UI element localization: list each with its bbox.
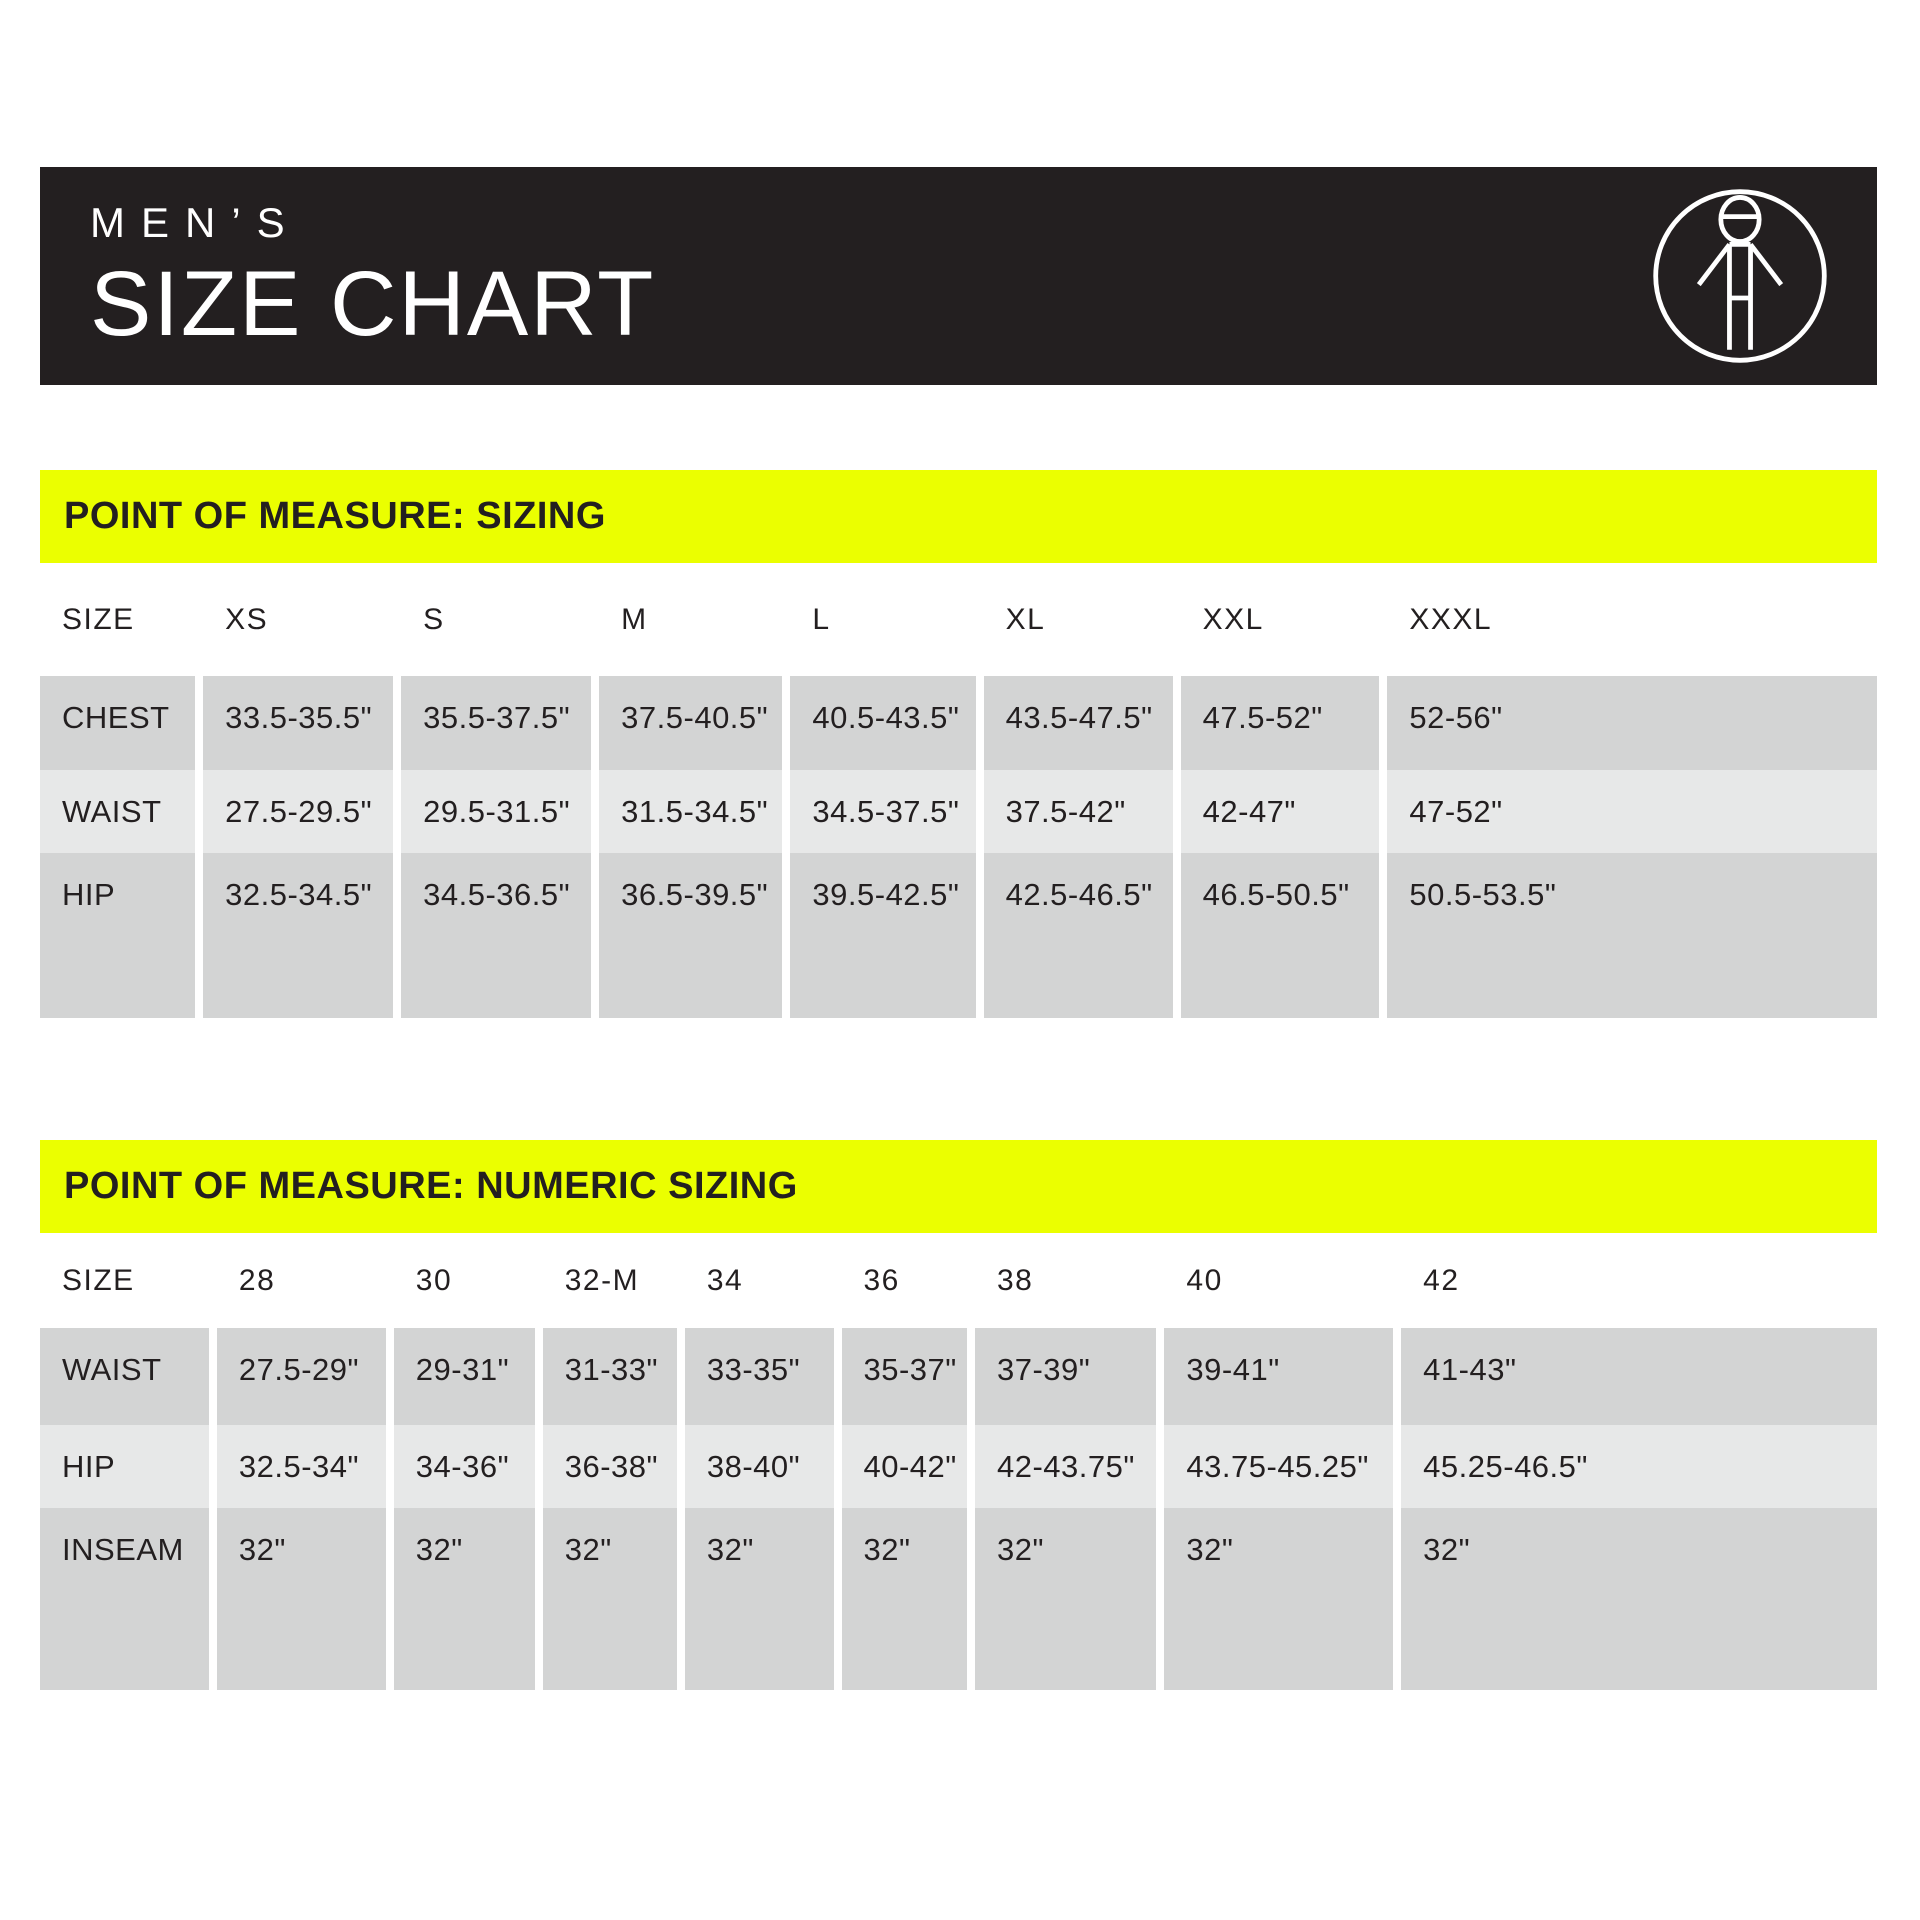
size-cell: 32" (394, 1508, 535, 1690)
numeric-sizing-table (40, 1233, 1877, 1690)
size-cell: 38-40" (685, 1425, 834, 1508)
size-cell: 37-39" (975, 1328, 1156, 1425)
size-cell: 47-52" (1387, 770, 1877, 853)
header-eyebrow: MEN’S (90, 199, 301, 246)
size-cell: 32" (217, 1508, 386, 1690)
sizing-section (40, 470, 1877, 1018)
size-cell: 39-41" (1164, 1328, 1393, 1425)
size-cell: 27.5-29" (217, 1328, 386, 1425)
size-cell: 35.5-37.5" (401, 676, 591, 770)
column-header: S (401, 563, 591, 676)
size-cell: 27.5-29.5" (203, 770, 393, 853)
size-cell: 31.5-34.5" (599, 770, 782, 853)
size-cell: 37.5-42" (984, 770, 1173, 853)
row-label: HIP (40, 853, 195, 1018)
size-cell: 47.5-52" (1181, 676, 1380, 770)
column-header: 42 (1401, 1233, 1877, 1328)
numeric-section-title: POINT OF MEASURE: NUMERIC SIZING (64, 1165, 798, 1207)
size-cell: 31-33" (543, 1328, 677, 1425)
column-header: XXXL (1387, 563, 1877, 676)
size-cell: 43.5-47.5" (984, 676, 1173, 770)
icon-left-arm (1699, 244, 1730, 284)
size-cell: 42-47" (1181, 770, 1380, 853)
column-header: 30 (394, 1233, 535, 1328)
numeric-sizing-section (40, 1140, 1877, 1690)
size-cell: 42-43.75" (975, 1425, 1156, 1508)
size-cell: 32.5-34.5" (203, 853, 393, 1018)
column-header: 32-M (543, 1233, 677, 1328)
size-cell: 40.5-43.5" (790, 676, 975, 770)
size-cell: 42.5-46.5" (984, 853, 1173, 1018)
letter-sizing-table (40, 563, 1877, 1018)
size-cell: 34.5-36.5" (401, 853, 591, 1018)
size-cell: 40-42" (842, 1425, 967, 1508)
column-header: 38 (975, 1233, 1156, 1328)
size-cell: 46.5-50.5" (1181, 853, 1380, 1018)
column-header: 40 (1164, 1233, 1393, 1328)
size-cell: 52-56" (1387, 676, 1877, 770)
row-label: WAIST (40, 1328, 209, 1425)
size-cell: 32" (685, 1508, 834, 1690)
page-title: SIZE CHART (90, 253, 656, 355)
size-cell: 35-37" (842, 1328, 967, 1425)
person-in-circle-icon (1649, 185, 1831, 367)
size-cell: 37.5-40.5" (599, 676, 782, 770)
size-cell: 36-38" (543, 1425, 677, 1508)
column-header: L (790, 563, 975, 676)
size-cell: 32" (1401, 1508, 1877, 1690)
size-cell: 32" (842, 1508, 967, 1690)
size-cell: 33-35" (685, 1328, 834, 1425)
header-banner (40, 167, 1877, 385)
row-label: CHEST (40, 676, 195, 770)
sizing-section-title: POINT OF MEASURE: SIZING (64, 495, 606, 537)
column-header: XXL (1181, 563, 1380, 676)
size-cell: 29.5-31.5" (401, 770, 591, 853)
numeric-section-title-band (40, 1140, 1877, 1233)
column-header: XL (984, 563, 1173, 676)
row-label: HIP (40, 1425, 209, 1508)
size-cell: 45.25-46.5" (1401, 1425, 1877, 1508)
column-header: 34 (685, 1233, 834, 1328)
icon-head (1721, 197, 1759, 241)
size-cell: 29-31" (394, 1328, 535, 1425)
size-cell: 43.75-45.25" (1164, 1425, 1393, 1508)
header-text-block (90, 199, 656, 355)
column-header: SIZE (40, 1233, 209, 1328)
size-cell: 32" (975, 1508, 1156, 1690)
sizing-section-title-band (40, 470, 1877, 563)
size-cell: 41-43" (1401, 1328, 1877, 1425)
size-cell: 32" (1164, 1508, 1393, 1690)
column-header: SIZE (40, 563, 195, 676)
icon-right-arm (1751, 244, 1782, 284)
size-cell: 34-36" (394, 1425, 535, 1508)
size-cell: 39.5-42.5" (790, 853, 975, 1018)
size-cell: 36.5-39.5" (599, 853, 782, 1018)
column-header: 36 (842, 1233, 967, 1328)
row-label: WAIST (40, 770, 195, 853)
column-header: 28 (217, 1233, 386, 1328)
size-cell: 50.5-53.5" (1387, 853, 1877, 1018)
size-cell: 33.5-35.5" (203, 676, 393, 770)
size-cell: 32.5-34" (217, 1425, 386, 1508)
size-cell: 32" (543, 1508, 677, 1690)
row-label: INSEAM (40, 1508, 209, 1690)
size-cell: 34.5-37.5" (790, 770, 975, 853)
column-header: XS (203, 563, 393, 676)
column-header: M (599, 563, 782, 676)
